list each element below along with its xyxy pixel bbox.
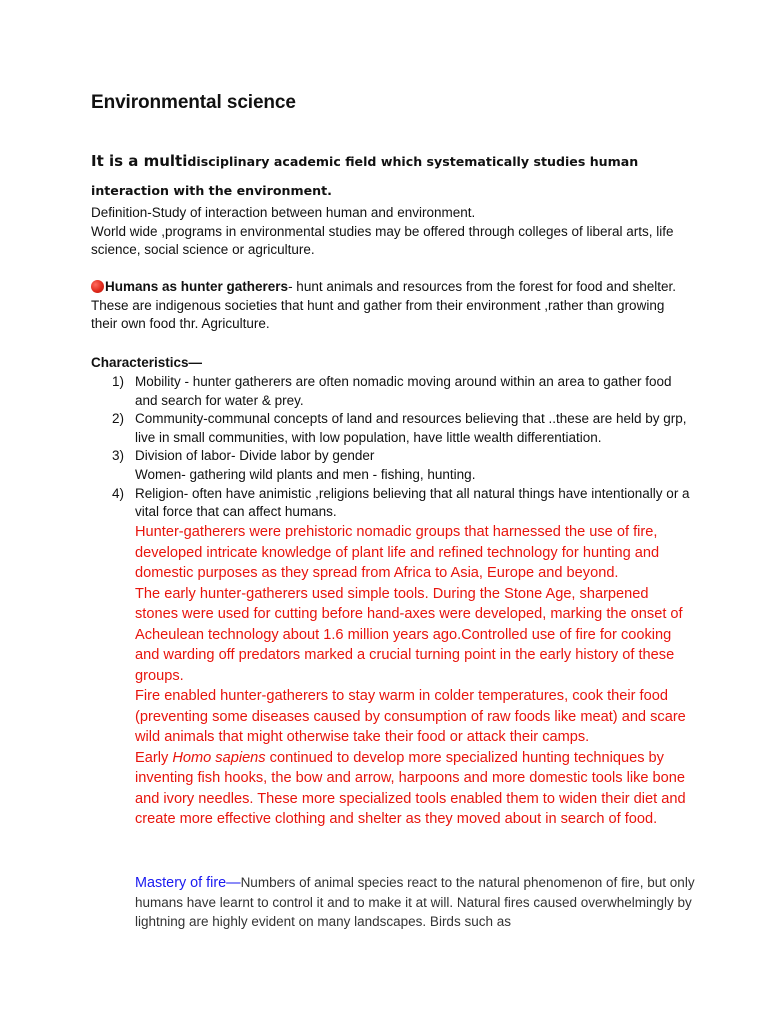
intro-paragraph bbox=[91, 147, 691, 205]
characteristics-list bbox=[91, 373, 691, 522]
list-number: 3) bbox=[112, 448, 125, 464]
mastery-of-fire-section bbox=[135, 873, 695, 932]
list-item-text: Community-communal concepts of land and resources believing that ..these are held by grp, live in small communities, with low population, have little wealth differentiation. bbox=[135, 411, 687, 445]
red-text-pre: Early bbox=[135, 749, 173, 766]
list-number: 4) bbox=[112, 485, 125, 501]
list-item-text: Division of labor- Divide labor by gender bbox=[135, 448, 375, 464]
red-paragraph bbox=[135, 748, 695, 830]
red-text-post: continued to develop more specialized hunting techniques by inventing fish hooks, the bow and arrow, harpoons and more domestic tools like bone and ivory needles. These more specialized tools enabled them to widen their diet and create more effective clothing and shelter as they moved about in search of food. bbox=[135, 749, 686, 827]
red-paragraph: Hunter-gatherers were prehistoric nomadic groups that harnessed the use of fire, developed intricate knowledge of plant life and refined technology for hunting and domestic purposes as they spread from Africa to Asia, Europe and beyond. bbox=[135, 524, 660, 581]
list-number: 1) bbox=[112, 374, 125, 389]
intro-part-2: disciplinary bbox=[187, 154, 270, 169]
red-circle-icon bbox=[91, 280, 104, 293]
intro-part-3: academic field which systematically studies human interaction with the environment. bbox=[91, 154, 639, 198]
list-item-text: Religion- often have animistic ,religions believing that all natural things have intentionally or a vital force that can affect humans. bbox=[135, 485, 690, 520]
list-item-text: Mobility - hunter gatherers are often nomadic moving around within an area to gather food and search for water & prey. bbox=[135, 374, 672, 408]
species-name: Homo sapiens bbox=[172, 749, 266, 766]
hunter-heading-line bbox=[91, 278, 691, 297]
programs-text: World wide ,programs in environmental studies may be offered through colleges of liberal arts, life science, social science or agriculture. bbox=[91, 223, 674, 258]
definition-block bbox=[91, 204, 691, 260]
hunter-gatherers-block bbox=[91, 278, 691, 334]
list-item bbox=[91, 485, 691, 522]
societies-text: These are indigenous societies that hunt and gather from their environment ,rather than growing their own food thr. Agriculture. bbox=[91, 297, 665, 332]
list-item-subtext: Women- gathering wild plants and men - fishing, hunting. bbox=[135, 466, 476, 482]
list-number: 2) bbox=[112, 411, 125, 427]
definition-text: Definition-Study of interaction between human and environment. bbox=[91, 205, 476, 220]
characteristics-heading: Characteristics— bbox=[91, 355, 203, 370]
fire-text: Numbers of animal species react to the natural phenomenon of fire, but only humans have learnt to control it and to make it at will. Natural fires caused overwhelmingly by lightning are highly evident on many landscapes. Birds such as bbox=[135, 875, 695, 930]
list-item bbox=[91, 410, 691, 447]
fire-heading: Mastery of fire— bbox=[135, 875, 241, 891]
page-title: Environmental science bbox=[91, 92, 296, 113]
list-item bbox=[91, 373, 691, 410]
red-paragraph: The early hunter-gatherers used simple tools. During the Stone Age, sharpened stones were used for cutting before hand-axes were developed, marking the onset of Acheulean technology about 1.6 million years ago.Controlled use of fire for cooking and warding off predators marked a crucial turning point in the early history of these groups. bbox=[135, 585, 683, 684]
list-item bbox=[91, 447, 691, 484]
red-paragraph: Fire enabled hunter-gatherers to stay warm in colder temperatures, cook their food (preventing some diseases caused by consumption of raw foods like meat) and scare wild animals that might otherwise take their food or attack their camps. bbox=[135, 688, 686, 745]
hunter-heading: Humans as hunter gatherers bbox=[105, 279, 289, 294]
intro-part-1: It is a multi bbox=[91, 152, 188, 170]
hunter-text: - hunt animals and resources from the forest for food and shelter. bbox=[288, 279, 677, 294]
red-highlight-section bbox=[135, 522, 695, 830]
